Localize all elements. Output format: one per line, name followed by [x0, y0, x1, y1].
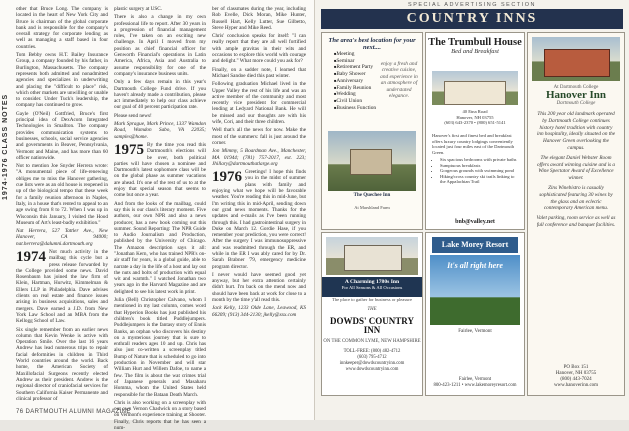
signature: Jon Mimmy, 5 Boardman Ave., Manchester, MA 01944; (781) 757-2017, ext. 223; Jhillary@dartmouthatlarge.org [212, 148, 306, 167]
paragraph: By the time you read this Dartmouth's elections will be over, both political parties will have chosen a nominee and Dartmouth's latest sophomore class will be on the global phase as summer vacations are ahead. It's one of the rest of us to at the enjoy that special season that seems to come but once a year. [114, 141, 206, 199]
list-item: ■ Wedding [334, 91, 422, 98]
paragraph: Chris is also working on a screenplay with our own Vernon Chadwick on a story based on Vermont's experience training at Shooter. Finally, Chris reports that he has seen a num- [114, 399, 206, 431]
ad-heading: The area's best location for your next.... [328, 37, 416, 51]
list-item: ■ Business Function [334, 105, 422, 112]
inn-building-image [344, 245, 402, 271]
ad-subtitle: ON THE COMMON LYME, NEW HAMPSHIRE [323, 339, 421, 344]
house-image [444, 81, 506, 105]
paragraph: Following graduation Michael lived in the Upper Valley the rest of his life and was an active member of the community and most recently vice president for commercial lending at Ledyard National Bank. He will be missed and our thoughts are with his wife, Cori, and their three children. [212, 81, 306, 126]
paragraph: Julia (Bell) Christopher Calvano, whom I mentioned in my last column, comes word that Hyperion Books has just published his children's book titled Puddlejumpers. Puddlejumpers is the fantasy story of Ennis Banks, an orphan who discovers his destiny on a mysterious journey that is sure to enthrall readers ages 10 and up. Chris has also just co-written a screenplay titled Bump of Nature that is scheduled to go into production in November and will star William Hurt and Willem Dafoe, to name a few. The film is about the wat crimes trial of Japanese generals and Masaharu Homma, whom the United States held responsible for the Bataan Death March. [114, 297, 206, 398]
column-3 [212, 6, 306, 398]
class-year: 1974 [16, 248, 46, 265]
left-page [0, 0, 314, 431]
ad-address: 40 Etna Road Hanover, NH 03755 (603) 643-2370 • (800) 651-5141 [444, 109, 506, 126]
ad-title: Hanover Inn [545, 89, 606, 101]
paragraph: There is also a change in my own professional life to report. After 30 years in a progression of financial management roles, I've taken on an exciting new challenge. In April I moved from my position as chief financial officer for Genworth Financial's operations in Latin America, Africa, Asia and Australia to assume responsibility for one of the company's insurance business units. [114, 14, 206, 77]
paragraph: Not much activity in the mailbag this cycle but a press release forwarded by the College provided some news. David Rosenbaum has joined the law firm of Klein, Hartman, Hurwitz, Kimmelman & Ellers LLP in Philadelphia. Dave advises clients on real estate and finance issues arising in business acquisitions, sales and mergers. Dave earned a J.D. from New York Law School and an MBA from the Kellogg School of Law. [16, 248, 108, 325]
ad-description: Hanover's first and finest bed and breakfast offers luxury country lodgings conveniently located just four miles east of the Dartmouth Green. [432, 133, 515, 155]
list-item: ■ Meeting [334, 51, 422, 58]
ad-contact: Fairlee, Vermont 800-423-1211 • www.lakemoreyresort.com [433, 377, 517, 388]
class-year: 1976 [212, 169, 242, 186]
ad-header-subtitle: For All Seasons & All Occasions [341, 285, 403, 290]
ad-title: DOWDS' COUNTRY INN [330, 316, 414, 335]
list-item: ■ Baby Shower [334, 71, 422, 78]
dowds-inn-ad[interactable] [321, 232, 423, 396]
hanover-inn-ad[interactable] [527, 32, 625, 396]
signature: Jack Kelly, 1233 Olde Lane, Leawood, KS 66209; (913) 344-2130; jkelly@xxx.com [212, 305, 306, 318]
paragraph: Greetings! I hope this finds you in the midst of summer plans with family and enjoying what we hope will be favorable weather. You're reading this in mid-June, but I'm writing this in mid-April, sending down our grad news moments. Thanks for the updates and e-mails as I've been running through this. I had gastrointestinal surgery in Duke on March 12. Gordie Hase, if you remember your prediction, you were correct! After the surgery I was immunosuppressive and was readmitted through the ER, and while in the ER I was ably cared for by Dr. Sarah Brabner '79, emergency medicine program director. [212, 169, 306, 270]
ad-body [432, 133, 518, 185]
paragraph: Well that's all the news for now. Make the most of the summers: fall is just around the corner. [212, 127, 306, 146]
list-item: ■ Anniversary [334, 78, 422, 85]
ad-url[interactable]: bnb@valley.net [455, 219, 495, 225]
side-band: 1974-1976 CLASS NOTES [2, 93, 9, 200]
paragraph: Zins Winebistro is casually sophisticated featuring 30 wines by the glass and an eclectic contemporary American menu. [539, 184, 613, 212]
quechee-inn-ad[interactable] [321, 32, 423, 230]
paragraph: And from the looks of the mailbag, could say this is our class's literary moment. Five authors, our own NPR and also a news producer, has a new book coming out this summer. Sound Reporting: The NPR Guide to Audio Journalism and Production, published by the University of Chicago. The Amazon description says it all: "Jonathan Kern, who has trained NPR's on-air staff for years, is a global guide, able to narrate a day in the life of a host and lay out the nuts and bolts of production with equal wit and warmth." I watched Jonathan two years ago in the Harvard Magazine and are delighted to see his latest work in print. [114, 200, 206, 295]
paragraph: Not to mention Joe Snyder Herrera wrote: "A monumental piece of life-renewing obliges me to miss the Hanover gathering, cue lists were as an old house is reopened in up of the biological tempo that these week for a family reunion afternoon in Naples, Italy, in a house that's rented to appeal to an age swing from 8 to 72. When I was up in Wisconsin this January, I visited the Hood Museum of Art's least-badly exhibition." [16, 163, 108, 226]
page-folio: 76 DARTMOUTH ALUMNI MAGAZINE [16, 409, 131, 415]
paragraph: The elegant Daniel Webster Room offers award winning cuisine and is a Wine Spectator Award of Excellence winner. [537, 154, 615, 182]
paragraph: Six single remember from an earlier news column that Kevin Wenke is active with Operation Smile. Over the last 16 years Andrew has lead numerous trips to repair facial deformities in children in Third World countries around the world. Back home, the American Society of Maxillofacial Surgeons recently elected Andrew as their president. Andrew is the regional director of craniofacial services for Southern California Kaiser Permanente and clinical professor of [16, 326, 108, 402]
paragraph: I never would have seemed good yet anyway, but her extra attention certainly didn't hurt. I'm back on the mend now and should have been back at work for close to a month by the time y'all read this. [212, 271, 306, 304]
paragraph: other that Bruce Long. The company is located in the heart of New York City and Bruce is chairman of the global corporate bank and is responsible for the company's overall strategy for corporate lending as well as managing a staff based in four countries. [16, 6, 108, 50]
paragraph: Finally, on a sadder note, I learned that Michael Sandoe died this past winter. [212, 66, 306, 79]
ad-contact: TOLL-FREE: (800) 482-4712 (603) 795-4712 innkeeper@dowdscountryinn.com www.dowdscountryinn.com [339, 349, 405, 372]
section-banner: COUNTRY INNS [321, 9, 623, 29]
list-item: ■ Seminar [334, 58, 422, 65]
list-item: • Hiking/cross country ski trails linking to the Appalachian Trail [440, 174, 518, 185]
signature: Mark Sprague, Mark Prince, 1337 Wamdon Road, Wamdon Sabo, VA 22035; samples@home. [114, 121, 206, 140]
ad-slogan: It's all right here [447, 261, 503, 270]
inn-building-image [350, 149, 392, 175]
list-item: • Sumptuous breakfasts [440, 163, 518, 169]
ad-tagline: Fairlee, Vermont [458, 329, 492, 334]
paragraph: Gayle (O'Neil) Gottfried, Bruce's first principal idea of DexAcom Integrated Technologies in Smallton. The company provides communication systems to businesses, schools, social service agencies and governments in Beaver, Pennsylvania, Vermont and Maine, and has more than 60 officer nationwide. [16, 110, 108, 161]
ad-header [322, 277, 422, 297]
list-item: • Gorgeous grounds with swimming pond [440, 168, 518, 174]
right-page [314, 0, 629, 420]
ad-body [536, 111, 616, 229]
column-2 [114, 6, 206, 431]
paragraph: Only a few days remain in this year's Dartmouth College Fund drive. If you haven't already made a contribution, please act immediately to help our class achieve our goal of 40 percent participation rate. [114, 79, 206, 111]
lake-morey-ad[interactable] [425, 232, 525, 396]
ad-subtitle: Dartmouth College [556, 101, 596, 106]
trumbull-house-ad[interactable] [425, 32, 525, 230]
inn-subtitle: At Marshland Farm [354, 205, 390, 210]
class-year: 1975 [114, 141, 144, 158]
inn-building-image [544, 49, 610, 77]
ad-side-text: enjoy a fresh and creative cuisine, and experience in an atmosphere of understated elegance. [380, 61, 418, 100]
ad-header-title: A Charming 1780s Inn [344, 279, 400, 285]
ad-title-small: THE [367, 307, 377, 312]
ad-small-text: At Dartmouth College [553, 85, 599, 90]
paragraph: Valet parking, room service as well as full conference and banquet facilities. [536, 215, 616, 228]
ad-contact: PO Box 151 Hanover, NH 03755 (800) 443-7024 www.hanoverinn.com [553, 365, 599, 388]
list-item: ■ Retirement Party [334, 64, 422, 71]
paragraph: This 200 year old landmark operated by Dartmouth College continues history hotel tradition with country inn hospitality, ideally situated on the Hanover Green overlooking the campus. [536, 111, 616, 151]
inn-name: The Quechee Inn [353, 193, 391, 198]
list-item: ■ Civil Union [334, 98, 422, 105]
paragraph: Please send news! [114, 112, 152, 119]
paragraph: plastic surgery at USC. [114, 6, 163, 12]
list-item: • Six spacious bedrooms with private baths [440, 157, 518, 163]
paragraph: Tom Bebby owns H.T. Bailey Insurance Group, a company founded by his father, in Burlington, Massachusetts. The company represents both admitted and nonadmitted agencies and specializes in underwriting and placing the "difficult to place" risk, which other markets are unwilling or unable to consider. Under Tuck's leadership, the company has continued to grow. [16, 52, 108, 109]
ad-tagline: The place to gather for business or pleasure [332, 297, 412, 302]
resort-logo: Lake Morey Resort [432, 237, 518, 253]
ad-subtitle: Bed and Breakfast [451, 48, 499, 55]
column-1 [16, 6, 108, 402]
list-item: ■ Family Reunion [334, 85, 422, 92]
ad-title: The Trumbull House [428, 37, 522, 48]
feature-list [432, 157, 518, 185]
paragraph: Chris' conclusion speaks for itself: "I can really report that they are all well fortified with ample gravitas in their wits and occasions to explore this world with courage and delight." What more could you ask for? [212, 33, 306, 65]
section-label: SPECIAL ADVERTISING SECTION [408, 2, 536, 8]
paragraph: ber of classmates during the year, including Rob Evelle, Dick Moran, Mike Hunter, Russell Hart, Kelly Lutter, Sue Gilbetto, Steve Hyper and Mike Reed. [212, 6, 306, 31]
signature: Nat Herrera, 527 Tattler Ave., New Hanover, CA 94000; nat.herrera@dalumni.dartmouth.org [16, 228, 108, 247]
